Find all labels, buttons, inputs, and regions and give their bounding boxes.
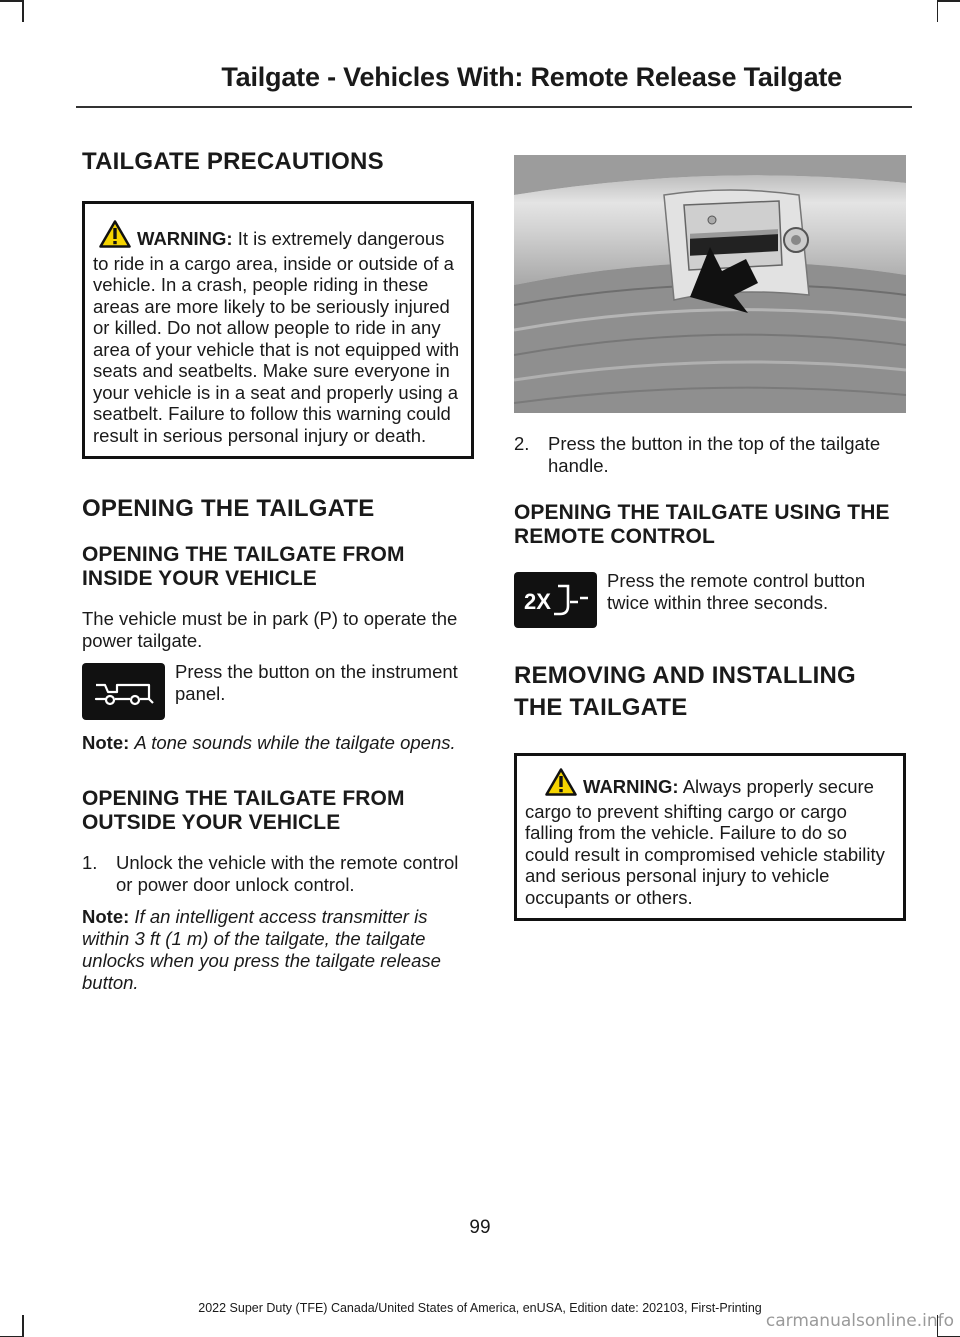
- inside-vehicle-heading: OPENING THE TAILGATE FROM INSIDE YOUR VEHICLE: [82, 543, 405, 590]
- warning-triangle-icon: [545, 768, 577, 801]
- park-requirement-text: The vehicle must be in park (P) to operate the power tailgate.: [82, 608, 458, 651]
- remote-control-heading: OPENING THE TAILGATE USING THE REMOTE CONTROL: [514, 501, 890, 548]
- warning-box-riding: [82, 201, 474, 459]
- crop-mark: [22, 0, 24, 22]
- warning-text: Always properly secure cargo to prevent shifting cargo or cargo falling from the vehicle. Failure to do so could result in compromised vehicle stability and serious personal injury to vehicle occupants or others.: [525, 776, 885, 908]
- note-tone: [82, 732, 474, 754]
- left-column: [82, 145, 474, 994]
- header-divider: [76, 106, 912, 108]
- opening-tailgate-heading: OPENING THE TAILGATE: [82, 495, 375, 522]
- step-2: [514, 433, 906, 477]
- outside-vehicle-heading: OPENING THE TAILGATE FROM OUTSIDE YOUR VEHICLE: [82, 787, 405, 834]
- remote-2x-tailgate-icon: [514, 572, 597, 628]
- page-number: 99: [469, 1217, 491, 1238]
- warning-triangle-icon: [99, 220, 131, 253]
- note-intelligent-access: [82, 906, 474, 994]
- remote-icon-label: 2X: [523, 589, 551, 614]
- crop-mark: [0, 0, 22, 2]
- step-number: 1.: [82, 852, 98, 873]
- note-text: If an intelligent access transmitter is within 3 ft (1 m) of the tailgate, the tailgate unlocks when you press the tailgate release button.: [82, 906, 441, 993]
- warning-label: WARNING:: [583, 776, 679, 797]
- page-header-title: Tailgate - Vehicles With: Remote Release Tailgate: [221, 62, 842, 92]
- warning-box-cargo: [514, 753, 906, 921]
- remote-instruction: [514, 572, 906, 628]
- note-label: Note:: [82, 732, 130, 753]
- instrument-panel-instruction: [82, 663, 474, 720]
- tailgate-handle-photo: [514, 155, 906, 413]
- right-column: [514, 155, 906, 921]
- note-label: Note:: [82, 906, 130, 927]
- step-text: Unlock the vehicle with the remote control or power door unlock control.: [116, 852, 459, 895]
- edition-footer: 2022 Super Duty (TFE) Canada/United States of America, enUSA, Edition date: 202103, First-Printing: [198, 1301, 762, 1315]
- step-1: [82, 852, 474, 896]
- crop-mark: [937, 0, 939, 22]
- removing-heading-line1: REMOVING AND INSTALLING: [514, 662, 856, 689]
- crop-mark: [938, 0, 960, 2]
- crop-mark: [22, 1315, 24, 1337]
- warning-text: It is extremely dangerous to ride in a cargo area, inside or outside of a vehicle. In a crash, people riding in these areas are more likely to be seriously injured or killed. Do not allow people to ride in any area of your vehicle that is not equipped with seats and seatbelts. Make sure everyone in your vehicle is in a seat and properly using a seatbelt. Failure to follow this warning could result in serious personal injury or death.: [93, 228, 460, 446]
- tailgate-precautions-heading: TAILGATE PRECAUTIONS: [82, 148, 384, 175]
- step-number: 2.: [514, 433, 530, 454]
- tailgate-truck-icon: [82, 663, 165, 720]
- step-text: Press the button in the top of the tailgate handle.: [548, 433, 881, 476]
- remote-text: Press the remote control button twice within three seconds.: [607, 570, 866, 613]
- warning-label: WARNING:: [137, 228, 233, 249]
- note-text: A tone sounds while the tailgate opens.: [134, 732, 456, 753]
- removing-heading-line2: THE TAILGATE: [514, 694, 688, 721]
- watermark: carmanualsonline.info: [765, 1311, 954, 1331]
- instrument-panel-text: Press the button on the instrument panel.: [175, 661, 458, 704]
